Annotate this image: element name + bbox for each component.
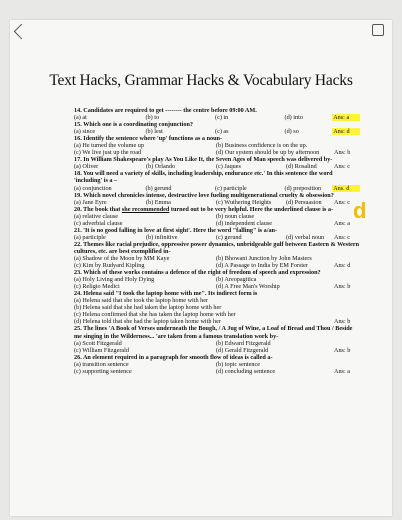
option-text: (d) Persuasion [286,198,322,206]
question-text: 24. Helena said "I took the laptop home with me". Its indirect form is [74,290,258,298]
question-text: 23. Which of these works contains a defence of the right of freedom of speech and expression? [74,269,321,277]
option-text: (a) He turned the volume up [74,142,144,150]
question-text: 26. An element required in a paragraph for smooth flow of ideas is called a- [74,353,273,361]
question-item [74,156,360,170]
question-text: 25. The lines 'A Book of Verses underneath the Bough, / A Jug of Wine, a Loaf of Bread and Thou / Beside me singing in the Wilderness... 'are taken from a famous translation work by- [74,325,353,340]
option-text: (d) concluding sentence [216,367,276,375]
question-item [74,206,360,227]
option-text: (c) gerund [216,233,242,241]
option-text: (a) conjunction [74,184,112,192]
option-text: (a) at [74,114,87,122]
option-text: (a) since [74,128,96,136]
option-text: (b) lest [145,128,163,136]
question-item [74,170,360,191]
answer-label: Ans: b [334,346,351,354]
option-text: (b) topic sentence [216,360,260,368]
option-text: (b) Helena said that she had taken the laptop home with her [74,304,222,312]
share-icon[interactable] [372,24,384,36]
question-item [74,290,360,325]
question-text: 18. You will need a variety of skills, including leadership, endurance etc.' In this sentence the word 'including' is a – [74,170,333,185]
answer-label: Ans: a [332,114,360,121]
back-arrow-icon[interactable] [14,24,30,40]
option-text: (c) William Fitzgerald [74,346,129,354]
option-text: (d) so [284,128,299,136]
option-text: (a) Holy Living and Holy Dying [74,276,155,284]
answer-label: Ans. d [332,185,360,192]
answer-label: Ans: a [334,367,350,375]
option-text: (c) Helena confirmed that she has taken the laptop home with her [74,311,236,319]
option-text: (a) Helena said that she took the laptop home with her [74,297,209,305]
option-text: (c) Jaques [216,163,241,171]
question-item [74,325,360,353]
answer-label: Ans: c [334,198,350,206]
question-text: 20. The book that she recommended turned out to be very helpful. Here the underlined clause is a- [74,205,334,213]
option-text: (c) Kim by Rudyard Kipling [74,262,145,270]
answer-label: Ans: b [334,283,351,291]
document-page [10,20,392,516]
option-text: (c) adverbial clause [74,219,123,227]
question-item [74,107,360,121]
question-text: 22. Themes like racial prejudice, oppressive power dynamics, unbridgeable gulf between Eastern & Western cultures, etc. are best exemplified in- [74,240,360,255]
page-title: Text Hacks, Grammar Hacks & Vocabulary Hacks [49,72,353,89]
option-text: (d) verbal noun [286,233,325,241]
option-text: (d) Rosalind [286,163,317,171]
option-text: (a) Scott Fitzgerald [74,339,122,347]
option-text: (c) supporting sentence [74,367,132,375]
option-text: (b) noun clause [216,212,255,220]
answer-label: Ans: b [334,149,351,157]
option-text: (a) transition sentence [74,360,129,368]
question-text: 19. Which novel chronicles intense, destructive love fueling multigenerational cruelty & obsession? [74,191,334,199]
question-item [74,192,360,206]
answer-label: Ans: c [334,163,350,171]
option-text: (a) Jane Eyre [74,198,107,206]
option-text: (a) relative clause [74,212,118,220]
answer-label: Ans: b [334,318,351,326]
option-text: (b) gerund [145,184,172,192]
option-text: (c) in [215,114,229,122]
option-text: (d) A Free Man's Worship [216,283,280,291]
question-item [74,227,360,241]
question-item [74,135,360,156]
option-text: (b) infinitive [146,233,178,241]
option-text: (c) as [215,128,229,136]
option-text: (d) A Passage to India by EM Forster [216,262,308,270]
question-text: 21. 'It is no good falling in love at first sight'. Here the word "falling" is a/an- [74,226,278,234]
option-text: (a) Shadow of the Moon by MM Kaye [74,254,170,262]
option-text: (a) participle [74,233,106,241]
option-text: (d) Our system should be up by afternoon [216,149,320,157]
question-item [74,241,360,269]
answer-label: Ans: a [334,219,350,227]
option-text: (d) Gerald Fitzgerald [216,346,269,354]
question-text: 17. In William Shakespeare's play As You Like It, the Seven Ages of Man speech was delivered by- [74,156,333,164]
option-text: (c) Wuthering Heights [216,198,272,206]
question-text: 14. Candidates are required to get -------- the centre before 09:00 AM. [74,107,257,114]
option-text: (b) Edward Fitzgerald [216,339,271,347]
option-text: (d) Helena told that she had the laptop taken home with her [74,318,221,326]
question-item [74,354,360,375]
option-text: (d) into [284,114,303,122]
question-list [74,107,360,375]
option-text: (c) Religio Medici [74,283,120,291]
option-text: (b) Business confidence is on the up. [216,142,308,150]
question-text: 15. Which one is a coordinating conjunction? [74,121,194,129]
question-item [74,269,360,290]
answer-label: Ans: d [332,128,360,135]
answer-label: Ans: c [334,233,350,241]
question-item [74,121,360,135]
handwritten-annotation: d [353,198,367,223]
option-text: (c) We live just up the road [74,149,142,157]
question-text: 16. Identify the sentence where 'up' functions as a noun- [74,135,223,143]
answer-label: Ans: d [334,262,351,270]
option-text: (c) participle [215,184,247,192]
option-text: (b) Orlando [146,163,176,171]
option-text: (a) Oliver [74,163,99,171]
option-text: (d) preposition [284,184,322,192]
option-text: (b) Bhowani Junction by John Masters [216,254,312,262]
option-text: (b) Areopagitica [216,276,257,284]
option-text: (d) independent clause [216,219,273,227]
option-text: (b) Emma [146,198,171,206]
option-text: (b) to [145,114,160,122]
